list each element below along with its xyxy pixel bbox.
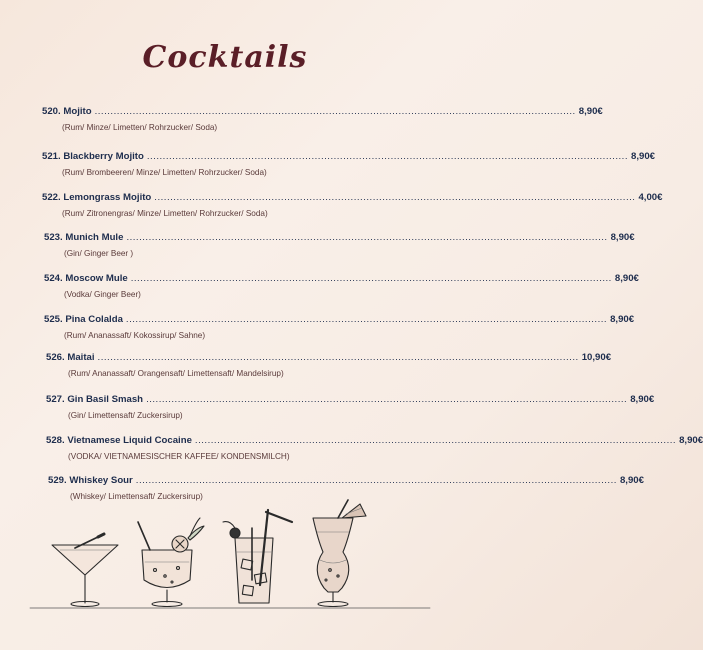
dot-leader: ........................................................................................................................................................ [97, 352, 579, 363]
item-price: 8,90€ [614, 273, 639, 284]
item-price: 8,90€ [610, 314, 635, 325]
menu-item [0, 192, 663, 232]
item-ingredients: (Gin/ Limettensaft/ Zuckersirup) [68, 411, 183, 420]
item-name: 521. Blackberry Mojito [42, 151, 144, 162]
item-ingredients: (Rum/ Minze/ Limetten/ Rohrzucker/ Soda) [62, 123, 218, 132]
martini-glass-icon [52, 534, 118, 607]
dot-leader: ........................................................................................................................................................ [154, 192, 636, 203]
item-ingredients: (Whiskey/ Limettensaft/ Zuckersirup) [70, 492, 203, 501]
dot-leader: ........................................................................................................................................................ [130, 273, 612, 284]
menu-item [0, 273, 639, 313]
item-name: 529. Whiskey Sour [48, 475, 133, 486]
menu-item [0, 352, 612, 392]
item-price: 8,90€ [578, 106, 603, 117]
cocktail-illustration [30, 500, 430, 615]
item-ingredients: (Gin/ Ginger Beer ) [64, 249, 134, 258]
item-ingredients: (Rum/ Ananassaft/ Orangensaft/ Limettensaft/ Mandelsirup) [68, 369, 284, 378]
item-name: 522. Lemongrass Mojito [42, 192, 152, 203]
item-name: 527. Gin Basil Smash [46, 394, 144, 405]
item-price: 8,90€ [631, 151, 656, 162]
dot-leader: ........................................................................................................................................................ [94, 106, 576, 117]
menu-item [0, 232, 635, 272]
item-price: 8,90€ [679, 435, 703, 446]
item-name: 525. Pina Colalda [44, 314, 123, 325]
menu-item [0, 106, 603, 146]
item-price: 10,90€ [581, 352, 612, 363]
dot-leader: ........................................................................................................................................................ [146, 394, 628, 405]
item-name: 526. Maitai [46, 352, 95, 363]
item-name: 520. Mojito [42, 106, 92, 117]
garnished-goblet-icon [138, 518, 204, 607]
highball-glass-icon [223, 510, 292, 603]
item-price: 8,90€ [619, 475, 644, 486]
dot-leader: ........................................................................................................................................................ [194, 435, 677, 446]
dot-leader: ........................................................................................................................................................ [125, 314, 608, 325]
item-name: 524. Moscow Mule [44, 273, 128, 284]
menu-item [0, 151, 656, 191]
item-ingredients: (VODKA/ VIETNAMESISCHER KAFFEE/ KONDENSMILCH) [68, 452, 290, 461]
item-price: 8,90€ [630, 394, 655, 405]
menu-item [0, 435, 703, 475]
hurricane-glass-icon [313, 500, 366, 607]
item-ingredients: (Rum/ Brombeeren/ Minze/ Limetten/ Rohrzucker/ Soda) [62, 168, 267, 177]
menu-item [0, 314, 635, 354]
menu-item [0, 394, 655, 434]
item-ingredients: (Rum/ Ananassaft/ Kokossirup/ Sahne) [64, 331, 206, 340]
dot-leader: ........................................................................................................................................................ [135, 475, 617, 486]
item-ingredients: (Vodka/ Ginger Beer) [64, 290, 141, 299]
dot-leader: ........................................................................................................................................................ [126, 232, 608, 243]
item-name: 523. Munich Mule [44, 232, 124, 243]
item-ingredients: (Rum/ Zitronengras/ Minze/ Limetten/ Rohrzucker/ Soda) [62, 209, 268, 218]
dot-leader: ........................................................................................................................................................ [146, 151, 628, 162]
page-title: Cocktails [142, 40, 308, 75]
item-price: 4,00€ [638, 192, 663, 203]
item-price: 8,90€ [610, 232, 635, 243]
item-name: 528. Vietnamese Liquid Cocaine [46, 435, 192, 446]
